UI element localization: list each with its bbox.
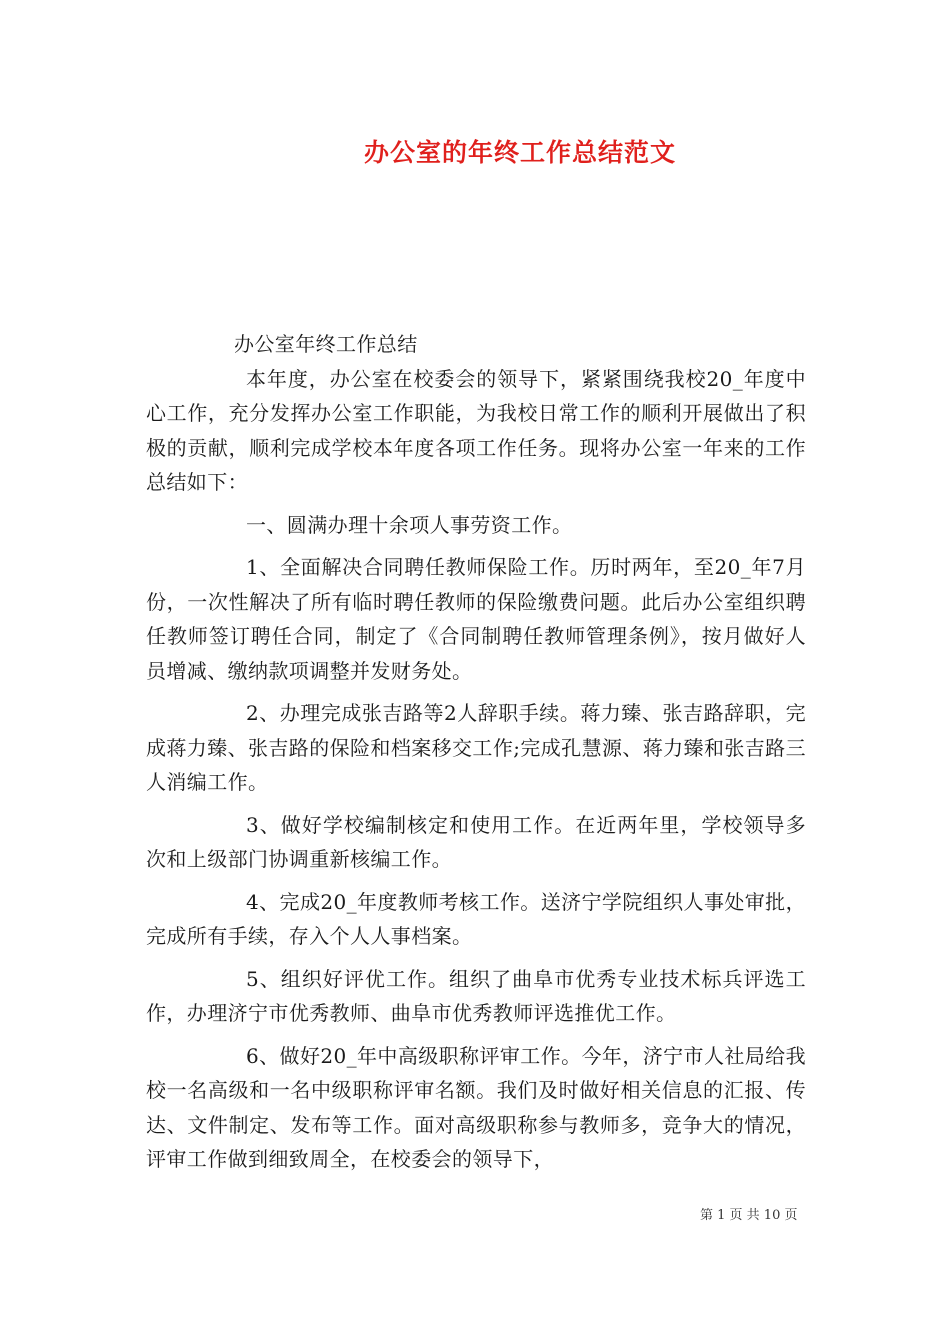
- section-heading-1: 一、圆满办理十余项人事劳资工作。: [246, 512, 573, 537]
- list-item-5: 5、组织好评优工作。组织了曲阜市优秀专业技术标兵评选工作，办理济宁市优秀教师、曲阜市优秀教师评选推优工作。: [146, 966, 806, 1025]
- list-item-1: 1、全面解决合同聘任教师保险工作。历时两年，至20_年7月份，一次性解决了所有临时聘任教师的保险缴费问题。此后办公室组织聘任教师签订聘任合同，制定了《合同制聘任教师管理条例》，按月做好人员增减、缴纳款项调整并发财务处。: [146, 555, 806, 683]
- document-title: 办公室的年终工作总结范文: [363, 138, 676, 167]
- document-body: [146, 327, 806, 1177]
- list-item-2: 2、办理完成张吉路等2人辞职手续。蒋力臻、张吉路辞职，完成蒋力臻、张吉路的保险和档案移交工作;完成孔慧源、蒋力臻和张吉路三人消编工作。: [146, 701, 806, 794]
- list-item-3: 3、做好学校编制核定和使用工作。在近两年里，学校领导多次和上级部门协调重新核编工作。: [146, 812, 806, 871]
- list-item-6: 6、做好20_年中高级职称评审工作。今年，济宁市人社局给我校一名高级和一名中级职称评审名额。我们及时做好相关信息的汇报、传达、文件制定、发布等工作。面对高级职称参与教师多，竞争大的情况，评审工作做到细致周全，在校委会的领导下，: [146, 1043, 806, 1171]
- document-subheading: 办公室年终工作总结: [234, 332, 418, 356]
- intro-paragraph: 本年度，办公室在校委会的领导下，紧紧围绕我校20_年度中心工作，充分发挥办公室工作职能，为我校日常工作的顺利开展做出了积极的贡献，顺利完成学校本年度各项工作任务。现将办公室一年来的工作总结如下：: [146, 366, 806, 494]
- list-item-4: 4、完成20_年度教师考核工作。送济宁学院组织人事处审批，完成所有手续，存入个人人事档案。: [146, 889, 806, 948]
- page-number: 第 1 页 共 10 页: [700, 1208, 798, 1223]
